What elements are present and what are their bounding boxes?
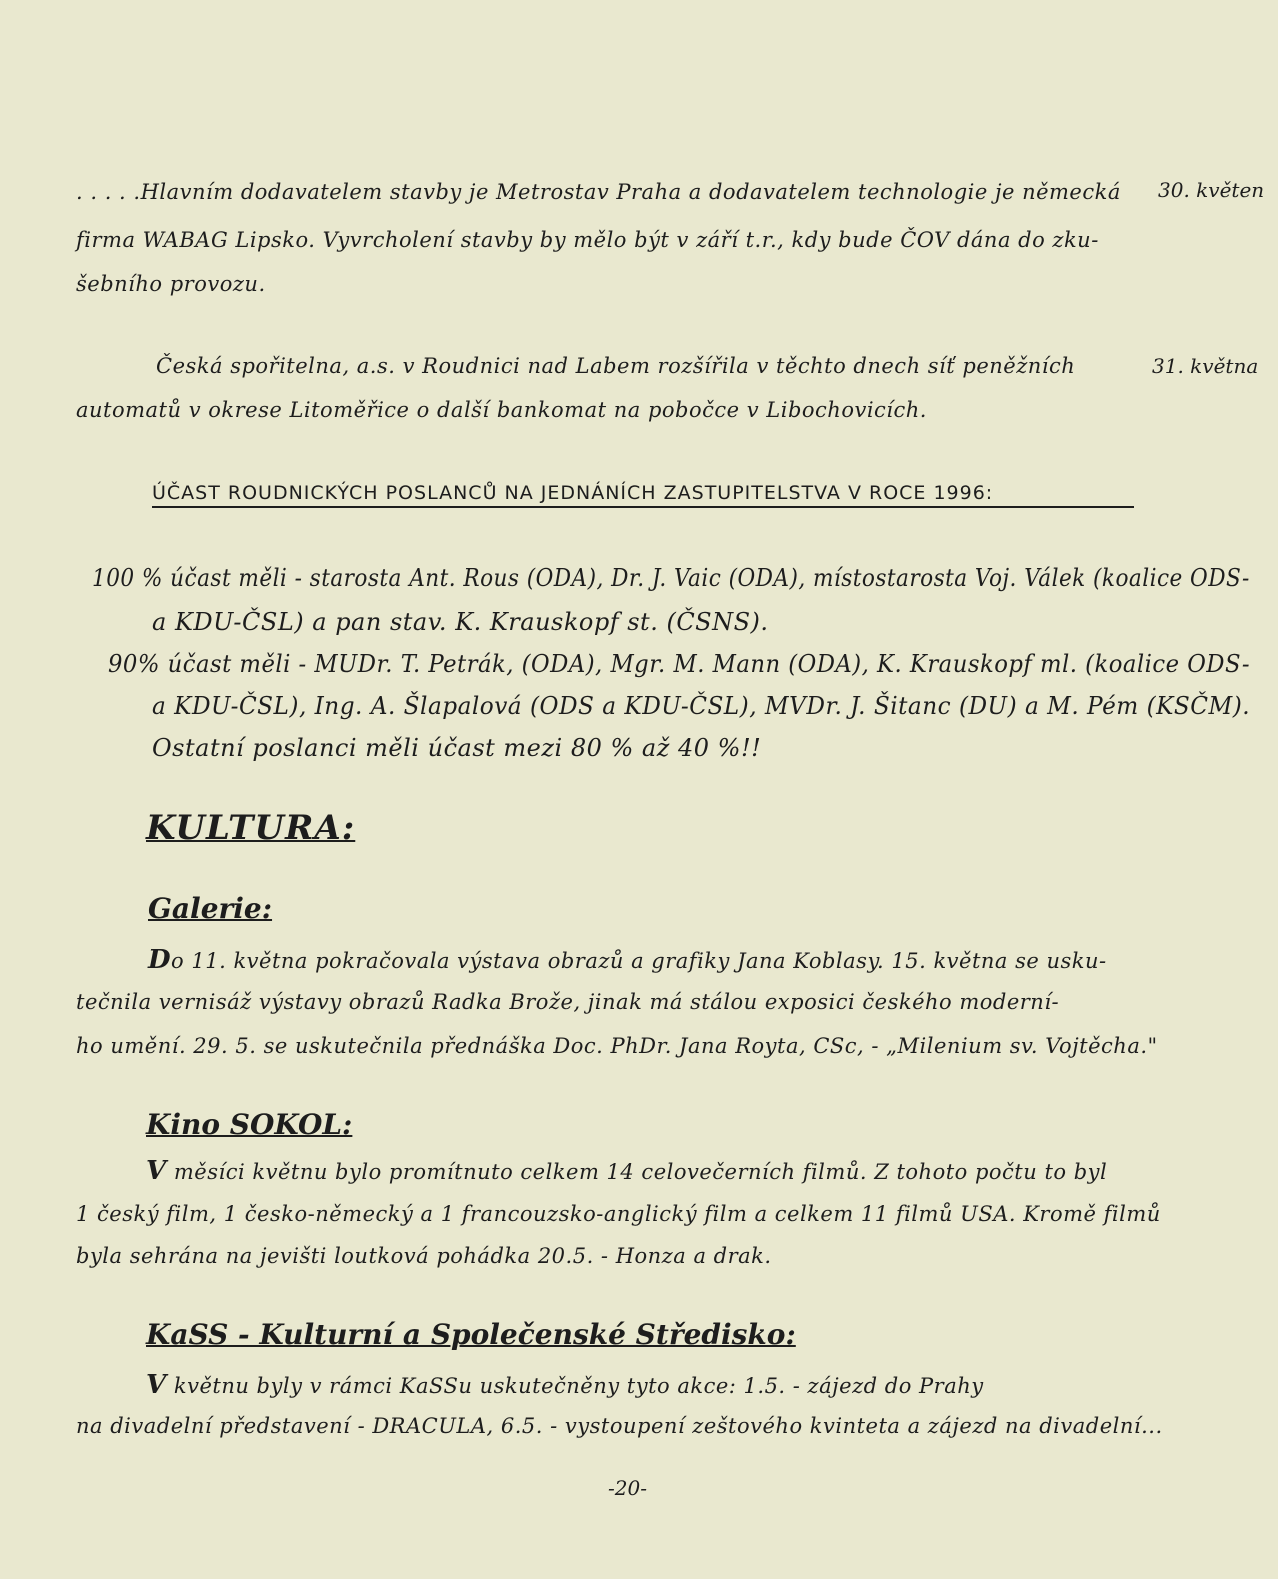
culture-heading: KULTURA: bbox=[146, 808, 356, 848]
galerie-initial: D bbox=[148, 945, 172, 975]
kino-line-1-text: měsíci květnu bylo promítnuto celkem 14 celovečerních filmů. Z tohoto počtu to byl bbox=[173, 1160, 1108, 1184]
entry-2-line-2: automatů v okrese Litoměřice o další bankomat na pobočce v Libochovicích. bbox=[76, 398, 927, 422]
kass-line-1-text: květnu byly v rámci KaSSu uskutečněny tyto akce: 1.5. - zájezd do Prahy bbox=[173, 1374, 984, 1398]
kino-line-2: 1 český film, 1 česko-německý a 1 francouzsko-anglický film a celkem 11 filmů USA. Kromě filmů bbox=[76, 1202, 1161, 1226]
kino-heading: Kino SOKOL: bbox=[146, 1108, 353, 1141]
attendance-title: ÚČAST ROUDNICKÝCH POSLANCŮ NA JEDNÁNÍCH ZASTUPITELSTVA V ROCE 1996: bbox=[152, 482, 994, 504]
entry-1-line-1: . . . . .Hlavním dodavatelem stavby je Metrostav Praha a dodavatelem technologie je německá bbox=[76, 180, 1121, 204]
galerie-line-2: tečnila vernisáž výstavy obrazů Radka Brože, jinak má stálou exposici českého moderní- bbox=[76, 990, 1060, 1014]
attendance-line-4: a KDU-ČSL), Ing. A. Šlapalová (ODS a KDU-ČSL), MVDr. J. Šitanc (DU) a M. Pém (KSČM). bbox=[152, 692, 1251, 720]
entry-2-date: 31. května bbox=[1152, 354, 1259, 378]
entry-2-line-1: Česká spořitelna, a.s. v Roudnici nad Labem rozšířila v těchto dnech síť peněžních bbox=[156, 354, 1076, 378]
galerie-line-1 bbox=[148, 945, 1107, 975]
entry-1-date: 30. květen bbox=[1158, 178, 1265, 202]
kass-initial: V bbox=[146, 1370, 167, 1400]
kass-line-1 bbox=[146, 1370, 984, 1400]
kino-line-3: byla sehrána na jevišti loutková pohádka 20.5. - Honza a drak. bbox=[76, 1244, 772, 1268]
page-number: -20- bbox=[608, 1476, 647, 1500]
attendance-line-3: 90% účast měli - MUDr. T. Petrák, (ODA), Mgr. M. Mann (ODA), K. Krauskopf ml. (koalice ODS- bbox=[108, 650, 1251, 678]
galerie-heading: Galerie: bbox=[148, 892, 273, 925]
kass-line-2: na divadelní představení - DRACULA, 6.5. - vystoupení zeštového kvinteta a zájezd na divadelní... bbox=[76, 1414, 1163, 1438]
attendance-line-2: a KDU-ČSL) a pan stav. K. Krauskopf st. (ČSNS). bbox=[152, 608, 769, 636]
galerie-line-1-text: o 11. května pokračovala výstava obrazů a grafiky Jana Koblasy. 15. května se usku- bbox=[171, 949, 1107, 973]
kino-initial: V bbox=[146, 1156, 167, 1186]
kass-heading: KaSS - Kulturní a Společenské Středisko: bbox=[146, 1318, 796, 1351]
entry-1-line-3: šebního provozu. bbox=[76, 272, 266, 296]
entry-1-line-2: firma WABAG Lipsko. Vyvrcholení stavby by mělo být v září t.r., kdy bude ČOV dána do zku- bbox=[76, 228, 1099, 252]
attendance-line-1: 100 % účast měli - starosta Ant. Rous (ODA), Dr. J. Vaic (ODA), místostarosta Voj. Válek (koalice ODS- bbox=[92, 564, 1250, 592]
kino-line-1 bbox=[146, 1156, 1107, 1186]
attendance-title-underline bbox=[152, 506, 1134, 508]
attendance-line-5: Ostatní poslanci měli účast mezi 80 % až 40 %!! bbox=[152, 734, 762, 762]
galerie-line-3: ho umění. 29. 5. se uskutečnila přednáška Doc. PhDr. Jana Royta, CSc, - „Milenium sv. Vojtěcha." bbox=[76, 1034, 1158, 1058]
